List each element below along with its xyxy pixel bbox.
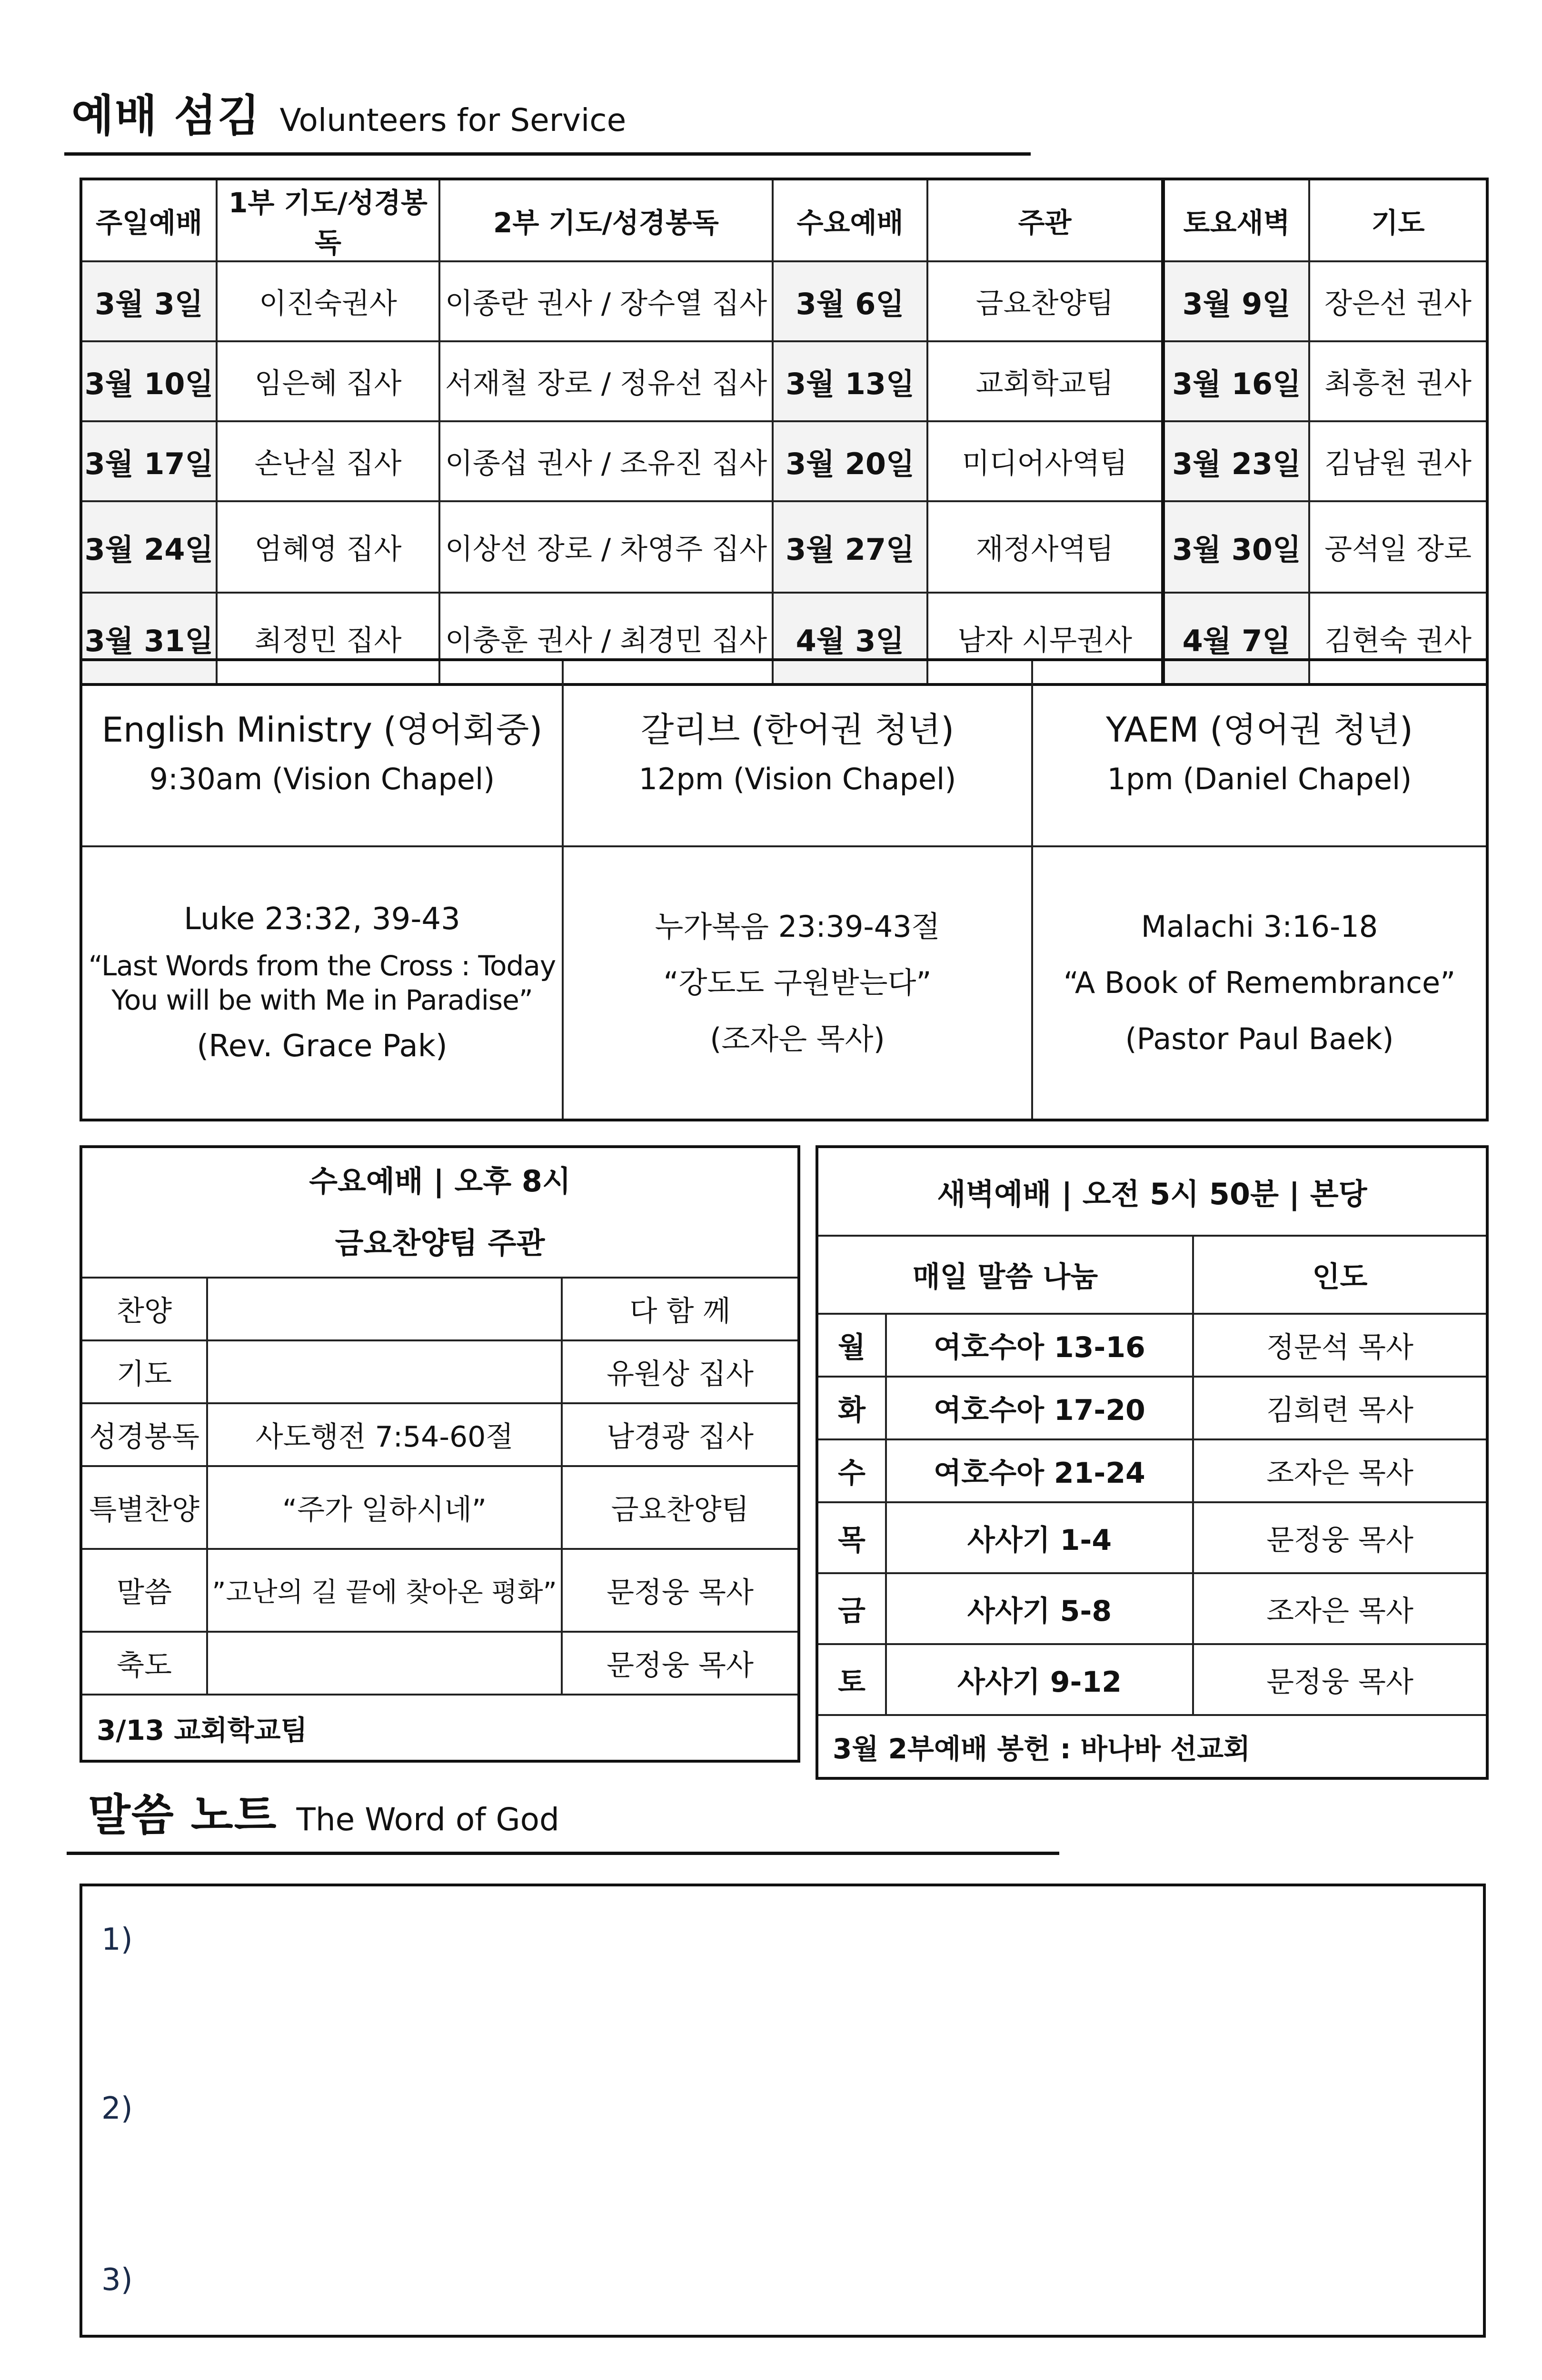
cell: 3월 6일 (773, 261, 927, 341)
cell: 3월 20일 (773, 421, 927, 501)
table-row (817, 1502, 1487, 1573)
ministry-galeeb (563, 660, 1032, 846)
cell: 공석일 장로 (1309, 501, 1487, 593)
cell: 엄혜영 집사 (217, 501, 439, 593)
reading: 여호수아 13-16 (886, 1314, 1193, 1377)
cell: 3월 24일 (81, 501, 217, 593)
reading: 사사기 1-4 (886, 1502, 1193, 1573)
cell: 임은혜 집사 (217, 341, 439, 421)
order-detail (207, 1632, 562, 1695)
cell: 김남원 권사 (1309, 421, 1487, 501)
order-person: 다 함 께 (562, 1278, 799, 1340)
order-person: 유원상 집사 (562, 1340, 799, 1403)
order-detail (207, 1278, 562, 1340)
day-label: 월 (817, 1314, 886, 1377)
reading: 사사기 5-8 (886, 1573, 1193, 1644)
cell: 3월 17일 (81, 421, 217, 501)
ministry-yaem (1032, 660, 1487, 846)
notes-heading (88, 1780, 559, 1843)
table-row (817, 1377, 1487, 1439)
cell: 3월 13일 (773, 341, 927, 421)
cell: 3월 27일 (773, 501, 927, 593)
leader: 정문석 목사 (1193, 1314, 1487, 1377)
sermon-title-line1: “Last Words from the Cross : Today (88, 949, 556, 982)
cell: 3월 16일 (1163, 341, 1309, 421)
leader: 문정웅 목사 (1193, 1644, 1487, 1715)
order-person: 금요찬양팀 (562, 1466, 799, 1549)
day-label: 화 (817, 1377, 886, 1439)
order-label: 찬양 (81, 1278, 207, 1340)
sermon-title-line2: You will be with Me in Paradise” (111, 984, 533, 1016)
notes-title-en: The Word of God (296, 1801, 559, 1838)
col-header: 기도 (1309, 179, 1487, 261)
volunteers-table (80, 178, 1489, 686)
wednesday-footer-row (81, 1695, 799, 1761)
notes-title-ko: 말씀 노트 (88, 1790, 278, 1841)
ministry-time: 9:30am (Vision Chapel) (149, 761, 495, 796)
cell: 최흥천 권사 (1309, 341, 1487, 421)
cell: 이상선 장로 / 차영주 집사 (439, 501, 773, 593)
scripture-ref: 누가복음 23:39-43절 (655, 909, 940, 944)
sermon-title: “A Book of Remembrance” (1063, 965, 1456, 1001)
order-label: 성경봉독 (81, 1403, 207, 1466)
cell: 장은선 권사 (1309, 261, 1487, 341)
col-header-reading: 매일 말씀 나눔 (817, 1236, 1193, 1314)
cell: 남자 시무권사 (927, 593, 1163, 684)
col-header: 주관 (927, 179, 1163, 261)
table-row (81, 1549, 799, 1632)
ministry-sermon-row (81, 846, 1487, 1120)
dawn-footer-row (817, 1715, 1487, 1778)
cell: 4월 3일 (773, 593, 927, 684)
cell: 3월 9일 (1163, 261, 1309, 341)
table-row (81, 1632, 799, 1695)
dawn-service-table (816, 1145, 1489, 1780)
reading: 여호수아 17-20 (886, 1377, 1193, 1439)
cell: 이종란 권사 / 장수열 집사 (439, 261, 773, 341)
order-label: 기도 (81, 1340, 207, 1403)
cell: 미디어사역팀 (927, 421, 1163, 501)
wednesday-service-table (80, 1145, 800, 1763)
col-header: 토요새벽 (1163, 179, 1309, 261)
table-row (81, 1340, 799, 1403)
table-row (81, 1466, 799, 1549)
ministry-name: YAEM (영어권 청년) (1106, 709, 1413, 750)
table-row (817, 1573, 1487, 1644)
reading: 사사기 9-12 (886, 1644, 1193, 1715)
note-item: 3) (101, 2262, 133, 2298)
volunteers-underline (64, 152, 1031, 156)
cell: 금요찬양팀 (927, 261, 1163, 341)
cell: 서재철 장로 / 정유선 집사 (439, 341, 773, 421)
table-row (81, 261, 1487, 341)
wednesday-header (81, 1147, 799, 1278)
volunteers-header-row (81, 179, 1487, 261)
wednesday-subtitle: 금요찬양팀 주관 (335, 1226, 545, 1260)
order-detail (207, 1340, 562, 1403)
scripture-ref: Luke 23:32, 39-43 (184, 901, 460, 937)
cell: 재정사역팀 (927, 501, 1163, 593)
col-header: 2부 기도/성경봉독 (439, 179, 773, 261)
leader: 문정웅 목사 (1193, 1502, 1487, 1573)
order-label: 축도 (81, 1632, 207, 1695)
order-detail: “주가 일하시네” (207, 1466, 562, 1549)
wednesday-footer: 3/13 교회학교팀 (81, 1695, 799, 1761)
ministry-time: 1pm (Daniel Chapel) (1107, 761, 1412, 796)
col-header: 주일예배 (81, 179, 217, 261)
ministry-english (81, 660, 563, 846)
notes-underline (67, 1852, 1059, 1855)
order-person: 문정웅 목사 (562, 1549, 799, 1632)
cell: 3월 31일 (81, 593, 217, 684)
col-header: 1부 기도/성경봉독 (217, 179, 439, 261)
order-person: 문정웅 목사 (562, 1632, 799, 1695)
reading: 여호수아 21-24 (886, 1439, 1193, 1502)
volunteers-title-ko: 예배 섬김 (71, 90, 261, 141)
ministry-name: 갈리브 (한어권 청년) (640, 709, 955, 750)
cell: 3월 10일 (81, 341, 217, 421)
cell: 이진숙권사 (217, 261, 439, 341)
wednesday-header-row (81, 1147, 799, 1278)
preacher: (Pastor Paul Baek) (1125, 1021, 1394, 1056)
table-row (817, 1644, 1487, 1715)
cell: 3월 30일 (1163, 501, 1309, 593)
day-label: 토 (817, 1644, 886, 1715)
note-item: 2) (101, 2091, 133, 2126)
col-header-leader: 인도 (1193, 1236, 1487, 1314)
leader: 조자은 목사 (1193, 1573, 1487, 1644)
cell: 김현숙 권사 (1309, 593, 1487, 684)
table-row (817, 1439, 1487, 1502)
ministries-table (80, 658, 1489, 1121)
scripture-ref: Malachi 3:16-18 (1141, 909, 1378, 944)
order-person: 남경광 집사 (562, 1403, 799, 1466)
order-label: 말씀 (81, 1549, 207, 1632)
sermon-galeeb (563, 846, 1032, 1120)
cell: 4월 7일 (1163, 593, 1309, 684)
col-header: 수요예배 (773, 179, 927, 261)
table-row (81, 341, 1487, 421)
day-label: 금 (817, 1573, 886, 1644)
cell: 3월 23일 (1163, 421, 1309, 501)
ministry-time: 12pm (Vision Chapel) (638, 761, 956, 796)
dawn-title: 새벽예배 | 오전 5시 50분 | 본당 (817, 1147, 1487, 1236)
leader: 김희련 목사 (1193, 1377, 1487, 1439)
preacher: (Rev. Grace Pak) (197, 1028, 448, 1064)
volunteers-title-en: Volunteers for Service (279, 102, 627, 139)
table-row (81, 501, 1487, 593)
dawn-column-row (817, 1236, 1487, 1314)
cell: 교회학교팀 (927, 341, 1163, 421)
cell: 3월 3일 (81, 261, 217, 341)
sermon-english (81, 846, 563, 1120)
note-item: 1) (101, 1922, 133, 1957)
ministry-name: English Ministry (영어회중) (101, 709, 543, 750)
wednesday-title: 수요예배 | 오후 8시 (309, 1163, 571, 1199)
table-row (81, 1403, 799, 1466)
volunteers-heading (71, 81, 626, 144)
table-row (817, 1314, 1487, 1377)
cell: 최정민 집사 (217, 593, 439, 684)
leader: 조자은 목사 (1193, 1439, 1487, 1502)
sermon-title: “강도도 구원받는다” (663, 965, 932, 1001)
order-label: 특별찬양 (81, 1466, 207, 1549)
order-detail: 사도행전 7:54-60절 (207, 1403, 562, 1466)
day-label: 목 (817, 1502, 886, 1573)
table-row (81, 1278, 799, 1340)
notes-box[interactable] (80, 1884, 1486, 2338)
ministry-header-row (81, 660, 1487, 846)
cell: 이충훈 권사 / 최경민 집사 (439, 593, 773, 684)
sermon-yaem (1032, 846, 1487, 1120)
day-label: 수 (817, 1439, 886, 1502)
table-row (81, 421, 1487, 501)
cell: 이종섭 권사 / 조유진 집사 (439, 421, 773, 501)
dawn-footer: 3월 2부예배 봉헌 : 바나바 선교회 (817, 1715, 1487, 1778)
dawn-header-row (817, 1147, 1487, 1236)
cell: 손난실 집사 (217, 421, 439, 501)
order-detail: ”고난의 길 끝에 찾아온 평화” (207, 1549, 562, 1632)
preacher: (조자은 목사) (710, 1021, 885, 1056)
